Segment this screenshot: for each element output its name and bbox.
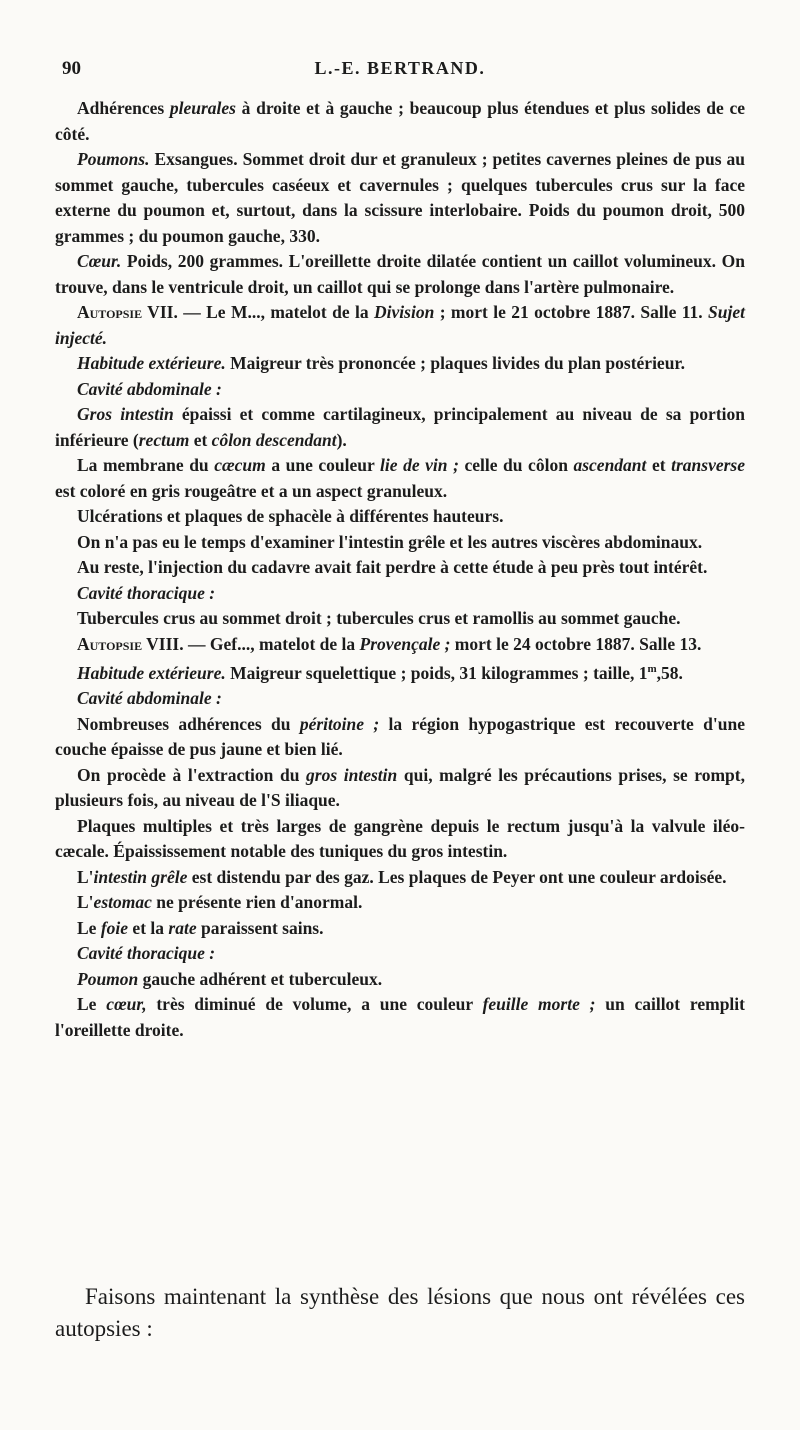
section-heading (55, 377, 745, 403)
text: ne présente rien d'anormal. (151, 892, 363, 913)
italic-text: Division (374, 302, 435, 322)
running-title: L.-E. BERTRAND. (314, 58, 486, 78)
italic-text: Cœur. (77, 251, 122, 271)
text: ; mort le 21 octobre 1887. Salle 11. (434, 302, 709, 322)
paragraph (55, 712, 745, 763)
paragraph (55, 402, 745, 453)
text: Le (77, 994, 107, 1015)
paragraph (55, 351, 745, 377)
italic-text: lie de vin ; (380, 455, 459, 475)
text: mort le 24 octobre 1887. Salle 13. (450, 633, 702, 654)
paragraph (55, 530, 745, 556)
paragraph (55, 504, 745, 530)
italic-text: Cavité thoracique : (77, 582, 216, 603)
paragraph (55, 453, 745, 504)
text: la région hypogastrique est recouverte d'une couche épaisse de pus jaune et bien lié. (55, 713, 745, 760)
text: VII. — Le M..., matelot de la (142, 302, 375, 322)
italic-text: intestin grêle (93, 866, 188, 887)
italic-text: Habitude extérieure. (77, 353, 226, 373)
text: et (646, 455, 672, 475)
paragraph (55, 814, 745, 865)
paragraph (55, 992, 745, 1043)
text: Ulcérations et plaques de sphacèle à différentes hauteurs. (77, 506, 504, 526)
italic-text: pleurales (169, 98, 236, 118)
text: Plaques multiples et très larges de gangrène depuis le rectum jusqu'à la valvule iléo-cæcale. Épaississement notable des tuniques du gros intestin. (55, 815, 745, 862)
text: L' (77, 866, 94, 887)
paragraph (55, 967, 745, 993)
italic-text: foie (100, 917, 129, 938)
italic-text: côlon descendant (211, 429, 337, 450)
text: celle du côlon (458, 455, 574, 475)
text: Tubercules crus au sommet droit ; tubercules crus et ramollis au sommet gauche. (77, 608, 681, 628)
italic-text: gros intestin (306, 764, 398, 785)
text: On procède à l'extraction du (77, 764, 307, 785)
text: Exsangues. Sommet droit dur et granuleux ; petites cavernes pleines de pus au sommet gauche, tubercules caséeux et cavernules ; quelques tubercules crus sur la face externe du poumon et, surtout, dans la scissure interlobaire. Poids du poumon droit, 500 grammes ; du poumon gauche, 330. (55, 149, 745, 246)
italic-text: Cavité abdominale : (77, 688, 222, 709)
paragraph (55, 606, 745, 632)
paragraph (55, 657, 745, 686)
paragraph (55, 865, 745, 891)
page-header (62, 58, 738, 88)
text: qui, malgré les précautions prises, se rompt, plusieurs fois, au niveau de l'S iliaque. (55, 764, 745, 811)
page-body (55, 96, 745, 1043)
italic-text: Provençale ; (359, 633, 451, 654)
text: La membrane du (77, 455, 215, 475)
italic-text: ascendant (573, 455, 647, 475)
text: Maigreur squelettique ; poids, 31 kilogrammes ; taille, 1 (225, 662, 648, 683)
italic-text: Cavité abdominale : (77, 378, 222, 399)
section-heading (55, 686, 745, 712)
smallcaps-text: Autopsie (77, 633, 143, 654)
text: ,58. (656, 662, 683, 683)
paragraph (55, 300, 745, 351)
paragraph (55, 916, 745, 942)
text: très diminué de volume, a une couleur (146, 994, 483, 1015)
text: Le (77, 917, 101, 938)
text: Au reste, l'injection du cadavre avait fait perdre à cette étude à peu près tout intérêt. (77, 557, 708, 577)
smallcaps-text: Autopsie (77, 302, 143, 322)
paragraph (55, 249, 745, 300)
text: est distendu par des gaz. Les plaques de Peyer ont une couleur ardoisée. (187, 866, 727, 887)
text: est coloré en gris rougeâtre et a un aspect granuleux. (55, 480, 448, 501)
page-number: 90 (62, 58, 81, 79)
paragraph (55, 555, 745, 581)
italic-text: Poumons. (77, 149, 150, 169)
italic-text: Poumon (77, 968, 139, 989)
text: paraissent sains. (196, 917, 324, 938)
italic-text: péritoine ; (299, 713, 380, 734)
text: a une couleur (265, 455, 381, 475)
italic-text: rectum (138, 429, 190, 450)
closing-paragraph: Faisons maintenant la synthèse des lésions que nous ont révélées ces autopsies : (55, 1284, 745, 1341)
section-heading (55, 581, 745, 607)
text: gauche adhérent et tuberculeux. (138, 968, 383, 989)
paragraph (55, 632, 745, 658)
italic-text: Habitude extérieure. (77, 662, 226, 683)
italic-text: Sujet injecté. (55, 302, 746, 348)
text: épaissi et comme cartilagineux, principalement au niveau de sa portion inférieure ( (55, 404, 745, 450)
paragraph (55, 890, 745, 916)
text: Nombreuses adhérences du (77, 713, 300, 734)
italic-text: feuille morte ; (482, 994, 596, 1015)
text: à droite et à gauche ; beaucoup plus étendues et plus solides de ce côté. (55, 98, 745, 144)
text: un caillot remplit l'oreillette droite. (55, 994, 745, 1040)
italic-text: estomac (93, 892, 152, 913)
text: L' (77, 892, 94, 913)
italic-text: cœur, (106, 994, 147, 1015)
text: ). (336, 429, 347, 450)
paragraph (55, 147, 745, 249)
italic-text: Gros intestin (77, 404, 174, 424)
paragraph (55, 763, 745, 814)
italic-text: transverse (671, 455, 746, 475)
text: et la (128, 917, 169, 938)
text: On n'a pas eu le temps d'examiner l'intestin grêle et les autres viscères abdominaux. (77, 531, 703, 552)
italic-text: cæcum (214, 455, 266, 475)
text: VIII. — Gef..., matelot de la (142, 633, 360, 654)
text: et (189, 429, 212, 450)
paragraph (55, 96, 745, 147)
italic-text: rate (168, 917, 197, 938)
section-heading (55, 941, 745, 967)
text: Poids, 200 grammes. L'oreillette droite dilatée contient un caillot volumineux. On trouve, dans le ventricule droit, un caillot qui se prolonge dans l'artère pulmonaire. (55, 251, 745, 297)
text: Adhérences (77, 98, 170, 118)
text: Maigreur très prononcée ; plaques livides du plan postérieur. (225, 353, 685, 373)
superscript-text: m (647, 663, 657, 675)
italic-text: Cavité thoracique : (77, 943, 216, 964)
